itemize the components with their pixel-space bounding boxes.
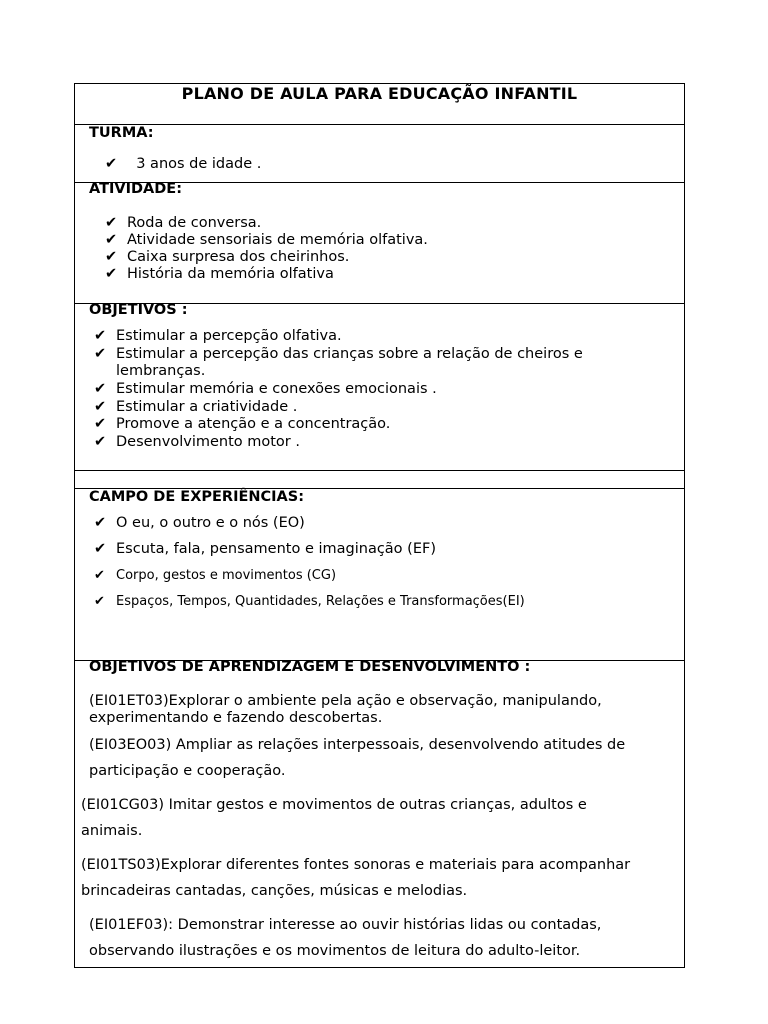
checkmark-icon: ✔ <box>94 346 107 362</box>
atividade-heading: ATIVIDADE: <box>89 181 182 197</box>
list-item: ✔ Roda de conversa. <box>105 215 262 231</box>
checkmark-icon: ✔ <box>94 541 107 557</box>
atividade-section <box>75 183 684 304</box>
checkmark-icon: ✔ <box>105 232 118 248</box>
checkmark-icon: ✔ <box>105 215 118 231</box>
title-row <box>75 84 684 125</box>
empty-row <box>75 471 684 489</box>
list-item: ✔ História da memória olfativa <box>105 266 334 282</box>
checkmark-icon: ✔ <box>94 568 105 583</box>
checkmark-icon: ✔ <box>94 416 107 432</box>
objetivos-section <box>75 304 684 471</box>
list-item: ✔ Estimular a criatividade . <box>94 399 298 415</box>
turma-section <box>75 125 684 183</box>
checkmark-icon: ✔ <box>94 515 107 531</box>
paragraph: (EI01EF03): Demonstrar interesse ao ouvir histórias lidas ou contadas, observando ilustrações e os movimentos de leitura do adulto-leitor. <box>89 917 602 959</box>
list-item: ✔ Estimular a percepção das crianças sobre a relação de cheiros e <box>94 346 583 362</box>
campo-section <box>75 489 684 661</box>
list-item: ✔ Corpo, gestos e movimentos (CG) <box>94 568 337 583</box>
list-item: ✔ Caixa surpresa dos cheirinhos. <box>105 249 350 265</box>
list-item: ✔ O eu, o outro e o nós (EO) <box>94 515 305 531</box>
aprendizagem-heading: OBJETIVOS DE APRENDIZAGEM E DESENVOLVIMENTO : <box>89 659 531 675</box>
list-item: ✔ Atividade sensoriais de memória olfativa. <box>105 232 428 248</box>
list-item: ✔ Escuta, fala, pensamento e imaginação (EF) <box>94 541 436 557</box>
page-title: PLANO DE AULA PARA EDUCAÇÃO INFANTIL <box>181 84 578 103</box>
list-item: ✔ Promove a atenção e a concentração. <box>94 416 391 432</box>
checkmark-icon: ✔ <box>94 328 107 344</box>
list-item: ✔ Estimular memória e conexões emocionais . <box>94 381 437 397</box>
list-item: ✔ Estimular a percepção olfativa. <box>94 328 342 344</box>
checkmark-icon: ✔ <box>105 249 118 265</box>
checkmark-icon: ✔ <box>94 381 107 397</box>
list-item-continuation: lembranças. <box>116 363 206 379</box>
paragraph: (EI01CG03) Imitar gestos e movimentos de outras crianças, adultos e animais. <box>81 797 587 839</box>
objetivos-heading: OBJETIVOS : <box>89 302 188 318</box>
aprendizagem-section <box>75 661 684 967</box>
paragraph: (EI03EO03) Ampliar as relações interpessoais, desenvolvendo atitudes de participação e cooperação. <box>89 737 626 779</box>
paragraph: (EI01ET03)Explorar o ambiente pela ação e observação, manipulando, experimentando e fazendo descobertas. <box>89 693 602 726</box>
checkmark-icon: ✔ <box>94 594 105 609</box>
checkmark-icon: ✔ <box>105 156 118 172</box>
turma-heading: TURMA: <box>89 125 154 141</box>
campo-heading: CAMPO DE EXPERIÊNCIAS: <box>89 489 305 505</box>
checkmark-icon: ✔ <box>105 266 118 282</box>
lesson-plan-table <box>74 83 685 968</box>
list-item: ✔ 3 anos de idade . <box>105 156 262 172</box>
list-item: ✔ Desenvolvimento motor . <box>94 434 300 450</box>
paragraph: (EI01TS03)Explorar diferentes fontes sonoras e materiais para acompanhar brincadeiras cantadas, canções, músicas e melodias. <box>81 857 631 899</box>
list-item: ✔ Espaços, Tempos, Quantidades, Relações e Transformações(EI) <box>94 594 525 609</box>
checkmark-icon: ✔ <box>94 434 107 450</box>
checkmark-icon: ✔ <box>94 399 107 415</box>
